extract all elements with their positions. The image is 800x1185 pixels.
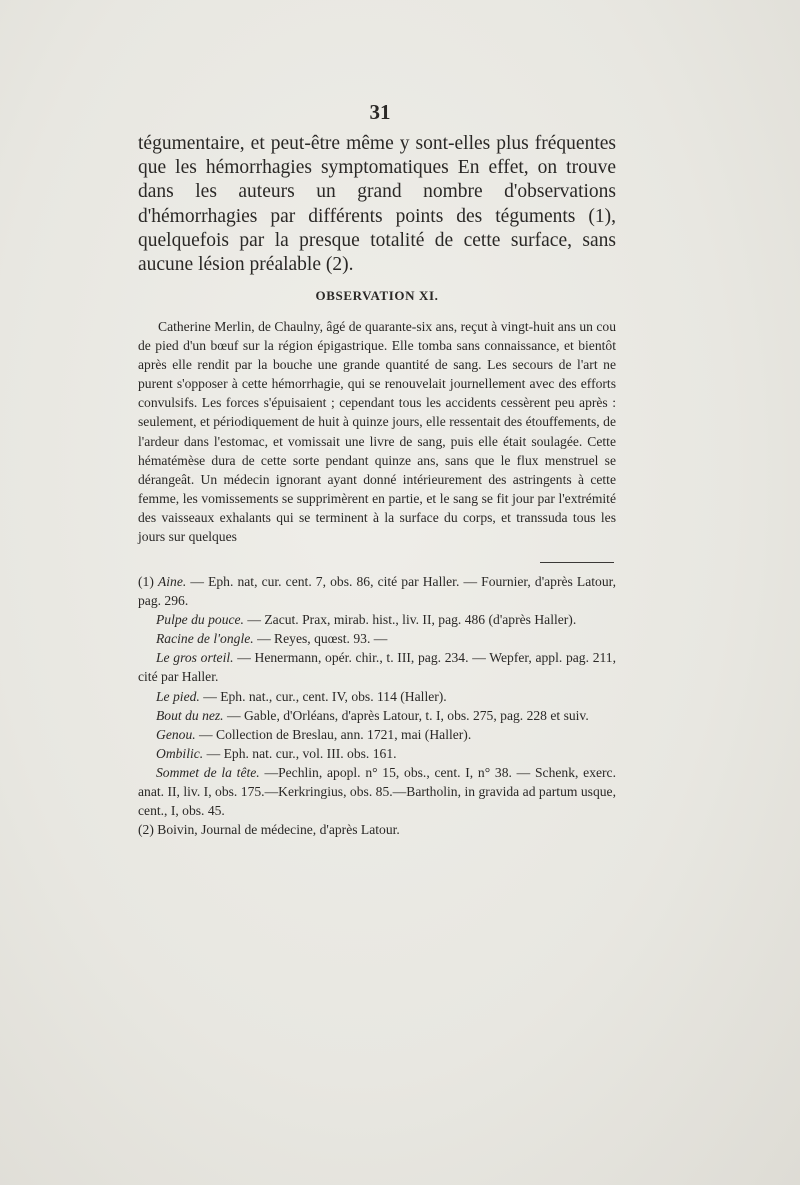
footnote-text: — Reyes, quœst. 93. — bbox=[257, 631, 388, 647]
footnote-text: — Henermann, opér. chir., t. III, pag. 234. — Wepfer, appl. pag. 211, cité par Haller. bbox=[138, 650, 616, 685]
footnote bbox=[138, 572, 616, 610]
body-text bbox=[138, 132, 616, 277]
footnote-text: — Gable, d'Orléans, d'après Latour, t. I, obs. 275, pag. 228 et suiv. bbox=[227, 707, 589, 723]
footnote-marker: (1) bbox=[138, 574, 154, 589]
footnote-text: — Eph. nat., cur., cent. IV, obs. 114 (Haller). bbox=[203, 688, 447, 704]
footnote bbox=[138, 744, 616, 763]
footnote-term: Ombilic. bbox=[156, 745, 204, 761]
footnote bbox=[138, 820, 616, 839]
page-number: 31 bbox=[369, 100, 391, 124]
footnote-term: Bout du nez. bbox=[156, 707, 224, 723]
footnote-text: — Zacut. Prax, mirab. hist., liv. II, pag. 486 (d'après Haller). bbox=[247, 612, 577, 628]
footnote-text: —Pechlin, apopl. n° 15, obs., cent. I, n° 38. — Schenk, exerc. anat. II, liv. I, obs. 175.—Kerkringius, obs. 85.—Bartholin, in gravida ad partum usque, cent., I, obs. 45. bbox=[138, 764, 616, 819]
footnotes bbox=[138, 572, 616, 839]
footnote-term: Genou. bbox=[156, 726, 196, 742]
observation-text bbox=[138, 317, 616, 546]
footnote-text: — Collection de Breslau, ann. 1721, mai (Haller). bbox=[199, 726, 472, 742]
footnote bbox=[138, 610, 616, 629]
footnote bbox=[138, 725, 616, 744]
footnote-text: — Eph. nat, cur. cent. 7, obs. 86, cité par Haller. — Fournier, d'après Latour, pag. 296. bbox=[138, 574, 617, 609]
footnote-term: Aine. bbox=[157, 574, 187, 589]
footnote-text: — Eph. nat. cur., vol. III. obs. 161. bbox=[206, 745, 397, 761]
footnote-term: Le gros orteil. bbox=[156, 650, 234, 666]
footnote bbox=[138, 687, 616, 706]
observation-heading: OBSERVATION XI. bbox=[315, 288, 439, 303]
observation-paragraph: Catherine Merlin, de Chaulny, âgé de quarante-six ans, reçut à vingt-huit ans un cou de pied d'un bœuf sur la région épigastrique. Elle tomba sans connaissance, et bientôt après elle rendit par la bouche une grande quantité de sang. Les secours de l'art ne purent s'opposer à cette hémorrhagie, qui se renouvelait journellement avec des efforts convulsifs. Les forces s'épuisaient ; cependant tous les accidents cessèrent peu après : seulement, et périodiquement de huit à quinze jours, elle ressentait des étouffements, de l'ardeur dans l'estomac, et vomissait une livre de sang, puis elle était soulagée. Cette hématémèse dura de cette sorte pendant quinze ans, sans que le flux menstruel se dérangeât. Un médecin ignorant ayant donné intérieurement des astringents à cette femme, les vomissements se supprimèrent en partie, et le sang se fit jour par l'extrémité des vaisseaux exhalants qui se terminent à la surface du corps, et transsuda tous les jours sur quelques bbox=[138, 319, 616, 545]
footnote bbox=[138, 706, 616, 725]
main-paragraph: tégumentaire, et peut-être même y sont-elles plus fréquentes que les hémorrhagies symptomatiques En effet, on trouve dans les auteurs un grand nombre d'observations d'hémorrhagies par différents points des téguments (1), quelquefois par la presque totalité de cette surface, sans aucune lésion préalable (2). bbox=[138, 133, 616, 276]
footnote-term: Pulpe du pouce. bbox=[156, 612, 244, 628]
footnote-term: Le pied. bbox=[156, 688, 200, 704]
footnote-text: Boivin, Journal de médecine, d'après Latour. bbox=[157, 822, 400, 838]
footnote-term: Racine de l'ongle. bbox=[156, 631, 254, 647]
footnote-marker: (2) bbox=[138, 822, 154, 838]
footnote-separator bbox=[540, 562, 614, 563]
footnote bbox=[138, 629, 616, 648]
footnote bbox=[138, 648, 616, 686]
footnote bbox=[138, 763, 616, 820]
footnote-term: Sommet de la tête. bbox=[156, 764, 260, 780]
